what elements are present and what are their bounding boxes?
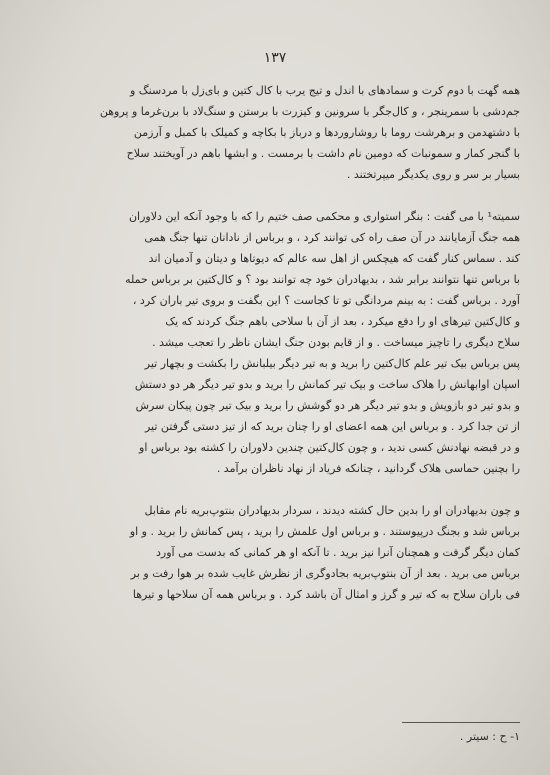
- text-line: بسیار بر سر و روی یکدیگر میپرتختند .: [346, 168, 520, 181]
- text-line: از تن جدا کرد . و برباس این همه اعضای او را چنان برید که از تیز دستی گرفتن تیر: [144, 420, 520, 433]
- text-line: با گنجر کمار و سمونبات که دومین نام داشت با برمست . و ابشها باهم در آویختند سلاح: [126, 147, 520, 160]
- text-line: فی باران سلاح به که تیر و گرز و امثال آن باشد کرد . و برباس همه آن سلاحها و تیرها: [132, 588, 520, 601]
- text-line: کند . سماس کنار گفت که هیچکس از اهل سه عالم که دیوتاها و دیتان و آدمیان اند: [148, 252, 520, 265]
- text-line: و در قبضه نهادنش کسی ندید ، و چون کال‌کتین چندین دلاوران را کشته بود برباس او: [139, 441, 520, 454]
- paragraph-2: [24, 206, 520, 479]
- text-line: و بدو تیر دو بازویش و بدو تیر دیگر هر دو گوشش را برید و بیک تیر چون پیکان سرش: [135, 399, 520, 412]
- page-number: ۱۳۷: [263, 50, 287, 66]
- text-line: پس برباس بیک تیر علم کال‌کتین را برید و به تیر دیگر بیلبانش را بکشت و بچهار تیر: [144, 357, 520, 370]
- text-line: آورد . برباس گفت : به بینم مردانگی تو تا کجاست ؟ این بگفت و بروی تیر باران کرد ،: [132, 294, 520, 307]
- text-line: با برباس تنها نتوانند برابر شد ، بدیهادران خود چه توانند بود ؟ و کال‌کتین بر برباس حمله: [125, 273, 520, 286]
- text-line: سلاح دیگری را تاچیز میساخت . و از قایم بودن جنگ ایشان ناظر را تعجب میشد .: [152, 336, 520, 349]
- paragraph-1: [24, 80, 520, 185]
- text-line: برباس می برید . بعد از آن بنتوپ‌بریه بجادوگری از نظرش غایب شده بر هوا رفت و بر: [130, 567, 520, 580]
- body-text: [24, 80, 520, 605]
- footnote: ۱- ح : سیتر .: [459, 730, 520, 743]
- text-line: همه گهت با دوم کرت و سمادهای با اندل و تیج یرب با کال کتین و بای‌زل با مردسنگ و: [129, 84, 520, 97]
- text-line: اسپان اوابهانش را هلاک ساخت و بیک تیر کمانش را برید و بدو تیر دیگر هر دو دستش: [134, 378, 520, 391]
- text-line: و چون بدیهادران او را بدین حال کشته دیدند ، سردار بدیهادران بنتوپ‌بریه نام مقابل: [144, 504, 520, 517]
- text-line: برباس شد و بجنگ درپیوستند . و برباس اول علمش را برید ، پس کمانش را برید . و او: [129, 525, 520, 538]
- text-line: جم‌دشی با سمرینجر ، و کال‌جگر با سرونین و کیزرت با برستن و سنگ‌لاد با برن‌غرما و پروهن: [99, 105, 520, 118]
- footnote-divider: [402, 722, 520, 723]
- text-line: را بچنین حماسی هلاک گردانید ، چنانکه فریاد از نهاد ناظران برآمد .: [216, 462, 520, 475]
- text-line: کمان دیگر گرفت و همچنان آنرا نیز برید . تا آنکه او هر کمانی که بدست می آورد: [156, 546, 520, 559]
- paragraph-3: [24, 500, 520, 605]
- text-line: سمیته¹ با می گفت : بنگر استواری و محکمی صف ختیم را که با وجود آنکه این دلاوران: [128, 210, 520, 223]
- text-line: همه جنگ آزمایانند در آن صف راه کی توانند کرد ، و برباس از نادانان تنها جنگ همی: [144, 231, 520, 244]
- text-line: و کال‌کتین تیرهای او را دفع میکرد ، بعد از آن با سلاحی باهم جنگ کردند که یک: [165, 315, 520, 328]
- text-line: با دشتهدمن و برهرشت روما با روشاروردها و درباز با بکاچه و کمیلک با کمبل و آرزمن: [133, 126, 520, 139]
